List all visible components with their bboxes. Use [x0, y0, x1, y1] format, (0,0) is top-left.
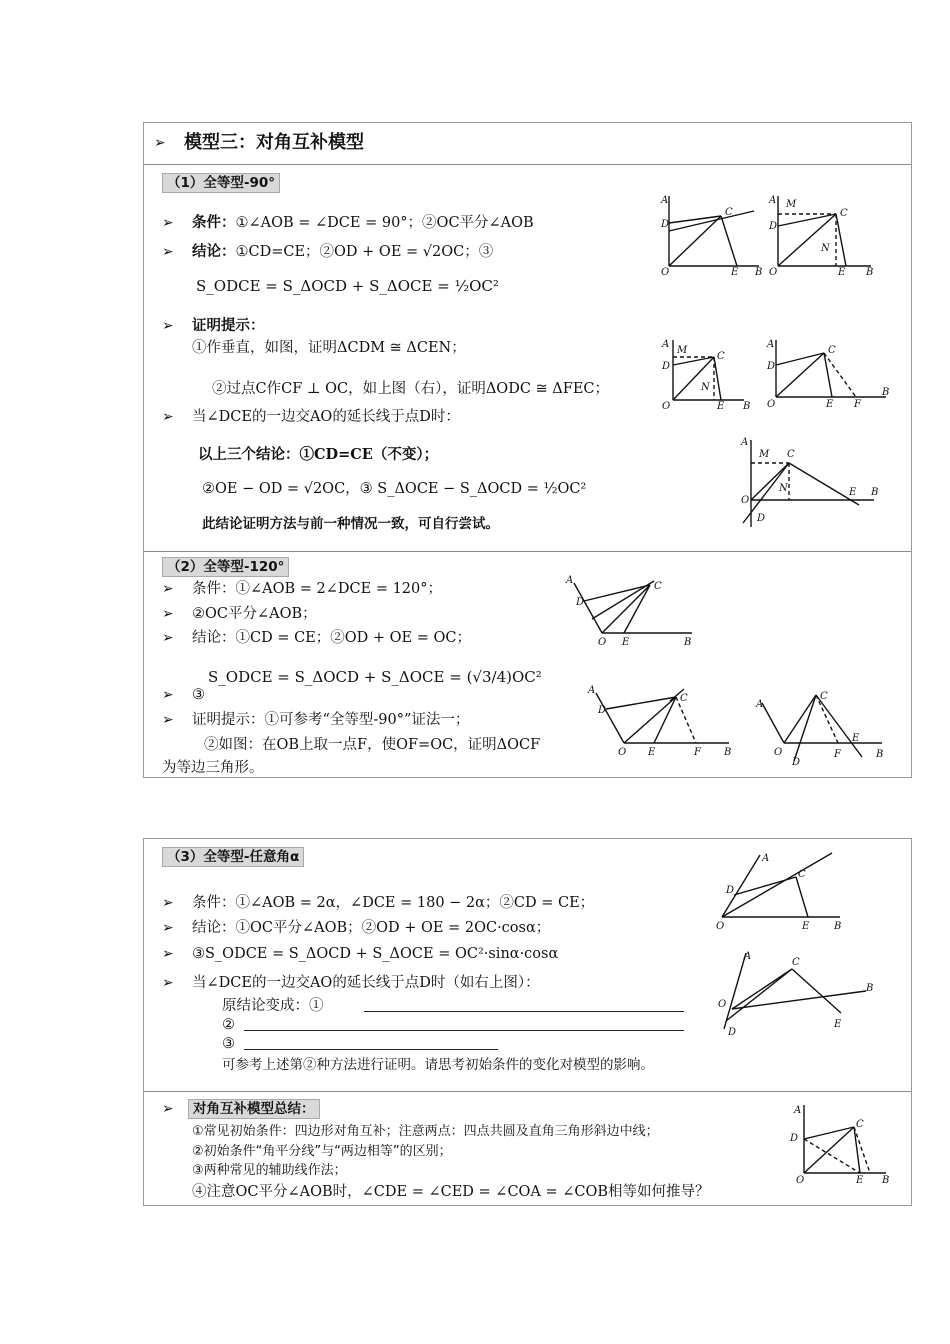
- bullet-arrow-icon: ➢: [162, 318, 174, 334]
- sub1-ext-conclusion: 以上三个结论：①CD=CE（不变）；: [198, 446, 439, 463]
- svg-text:B: B: [684, 637, 692, 648]
- sub1-extension: 当∠DCE的一边交AO的延长线于点D时：: [192, 409, 460, 425]
- svg-text:C: C: [856, 1119, 864, 1130]
- bullet-arrow-icon: ➢: [162, 215, 174, 231]
- svg-text:O: O: [767, 399, 776, 410]
- svg-text:D: D: [769, 221, 778, 232]
- figure-summary: [786, 1103, 891, 1185]
- figure-120-extended: [754, 685, 889, 768]
- sub1-proof-label: 证明提示：: [192, 318, 265, 334]
- sub1-ext-formula: ②OE − OD = √2OC，③ S_ΔOCE − S_ΔOCD = ½OC²: [202, 481, 587, 497]
- svg-text:E: E: [834, 1019, 842, 1030]
- svg-text:D: D: [661, 219, 670, 230]
- svg-text:B: B: [882, 387, 890, 398]
- svg-text:C: C: [820, 691, 828, 702]
- sub3-changed: 原结论变成：①: [222, 998, 324, 1014]
- figure-120-basic: [562, 575, 697, 655]
- svg-text:E: E: [838, 267, 846, 278]
- answer-blank: [244, 1049, 498, 1050]
- svg-text:A: A: [741, 437, 749, 448]
- sub3-extension: 当∠DCE的一边交AO的延长线于点D时（如右上图）：: [192, 975, 540, 991]
- svg-text:E: E: [826, 399, 834, 410]
- svg-text:B: B: [882, 1175, 890, 1186]
- sub2-item3: ③: [192, 687, 205, 703]
- svg-text:A: A: [794, 1105, 802, 1116]
- figure-90-basic: [659, 191, 769, 276]
- svg-text:N: N: [701, 382, 710, 393]
- svg-text:O: O: [769, 267, 778, 278]
- figure-90-cf: [764, 335, 894, 410]
- bullet-arrow-icon: ➢: [162, 975, 174, 991]
- svg-text:D: D: [790, 1133, 799, 1144]
- bullet-arrow-icon: ➢: [162, 946, 174, 962]
- answer-blank: [364, 1011, 684, 1012]
- sub2-proof1: 证明提示：①可参考“全等型-90°”证法一；: [192, 712, 470, 728]
- svg-text:B: B: [834, 921, 842, 932]
- svg-text:C: C: [680, 693, 688, 704]
- sub3-condition: 条件：①∠AOB = 2α，∠DCE = 180 − 2α；②CD = CE；: [192, 895, 595, 911]
- bullet-arrow-icon: ➢: [162, 630, 174, 646]
- sub2-condition: 条件：①∠AOB = 2∠DCE = 120°；: [192, 581, 443, 597]
- model-three-panel-continued: [143, 838, 912, 1206]
- sub2-header: （2）全等型-120°: [162, 557, 289, 577]
- svg-text:C: C: [840, 208, 848, 219]
- sub3-note: 可参考上述第②种方法进行证明。请思考初始条件的变化对模型的影响。: [222, 1057, 654, 1073]
- svg-text:A: A: [566, 575, 574, 586]
- summary-item1: ①常见初始条件：四边形对角互补；注意两点：四点共圆及直角三角形斜边中线；: [192, 1124, 659, 1139]
- sub1-area-formula: S_ODCE = S_ΔOCD + S_ΔOCE = ½OC²: [196, 277, 499, 295]
- sub1-header: （1）全等型-90°: [162, 173, 280, 193]
- svg-text:E: E: [717, 401, 725, 412]
- svg-text:F: F: [834, 749, 841, 760]
- sub1-proof1: ①作垂直，如图，证明ΔCDM ≅ ΔCEN；: [192, 340, 466, 356]
- bullet-arrow-icon: ➢: [162, 920, 174, 936]
- svg-text:E: E: [731, 267, 739, 278]
- svg-text:B: B: [755, 267, 763, 278]
- svg-text:O: O: [618, 747, 627, 758]
- svg-text:O: O: [716, 921, 725, 932]
- sub2-proof3: 为等边三角形。: [162, 760, 264, 776]
- sub3-area-formula: ③S_ODCE = S_ΔOCD + S_ΔOCE = OC²·sinα·cosα: [192, 946, 559, 962]
- svg-text:D: D: [792, 757, 801, 768]
- svg-text:E: E: [648, 747, 656, 758]
- sub1-ext-note: 此结论证明方法与前一种情况一致，可自行尝试。: [202, 516, 499, 532]
- svg-text:A: A: [769, 195, 777, 206]
- svg-text:B: B: [871, 487, 879, 498]
- bullet-arrow-icon: ➢: [162, 687, 174, 703]
- bullet-arrow-icon: ➢: [162, 581, 174, 597]
- svg-text:A: A: [756, 699, 764, 710]
- svg-text:A: A: [662, 339, 670, 350]
- model-three-panel: [143, 122, 912, 778]
- sub3-header: （3）全等型-任意角α: [162, 847, 304, 867]
- svg-text:O: O: [796, 1175, 805, 1186]
- svg-text:F: F: [694, 747, 701, 758]
- summary-item3: ③两种常见的辅助线作法；: [192, 1163, 347, 1178]
- svg-text:C: C: [828, 345, 836, 356]
- svg-text:A: A: [661, 195, 669, 206]
- summary-item4: ④注意OC平分∠AOB时，∠CDE = ∠CED = ∠COA = ∠COB相等如何推导？: [192, 1184, 710, 1200]
- svg-text:O: O: [661, 267, 670, 278]
- bullet-arrow-icon: ➢: [162, 712, 174, 728]
- svg-text:M: M: [677, 345, 688, 356]
- sub3-blank2-label: ②: [222, 1017, 235, 1033]
- svg-text:C: C: [725, 207, 733, 218]
- divider: [144, 164, 911, 165]
- bullet-arrow-icon: ➢: [162, 409, 174, 425]
- svg-text:A: A: [762, 853, 770, 864]
- svg-text:C: C: [792, 957, 800, 968]
- section-title: 模型三：对角互补模型: [184, 132, 364, 153]
- answer-blank: [244, 1030, 684, 1031]
- svg-text:M: M: [759, 449, 770, 460]
- sub2-conclusion: 结论：①CD = CE；②OD + OE = OC；: [192, 630, 471, 646]
- svg-text:A: A: [744, 951, 752, 962]
- svg-text:E: E: [856, 1175, 864, 1186]
- svg-text:D: D: [728, 1027, 737, 1038]
- svg-text:B: B: [743, 401, 751, 412]
- sub3-blank3-label: ③: [222, 1036, 235, 1052]
- svg-text:D: D: [576, 597, 585, 608]
- figure-90-perpendicular: [766, 191, 881, 276]
- svg-text:C: C: [798, 869, 806, 880]
- svg-text:N: N: [779, 483, 788, 494]
- svg-text:D: D: [662, 361, 671, 372]
- svg-text:O: O: [662, 401, 671, 412]
- svg-text:D: D: [726, 885, 735, 896]
- svg-text:B: B: [724, 747, 732, 758]
- svg-text:C: C: [654, 581, 662, 592]
- bullet-arrow-icon: ➢: [162, 244, 174, 260]
- svg-text:O: O: [741, 495, 750, 506]
- figure-90-mn: [659, 335, 754, 410]
- svg-text:O: O: [718, 999, 727, 1010]
- sub2-proof2: ②如图：在OB上取一点F，使OF=OC，证明ΔOCF: [204, 737, 541, 753]
- summary-item2: ②初始条件“角平分线”与“两边相等”的区别；: [192, 1144, 452, 1159]
- figure-alpha-extended: [716, 951, 876, 1041]
- sub1-conclusion: 结论：①CD=CE；②OD + OE = √2OC；③: [192, 244, 494, 260]
- sub2-condition2: ②OC平分∠AOB；: [192, 606, 317, 622]
- svg-text:M: M: [786, 199, 797, 210]
- bullet-arrow-icon: ➢: [162, 606, 174, 622]
- svg-text:C: C: [787, 449, 795, 460]
- svg-text:N: N: [821, 243, 830, 254]
- figure-alpha-basic: [716, 851, 871, 941]
- summary-header: 对角互补模型总结：: [188, 1099, 320, 1119]
- figure-90-extended: [739, 435, 884, 530]
- svg-text:O: O: [598, 637, 607, 648]
- svg-text:C: C: [717, 351, 725, 362]
- svg-text:B: B: [876, 749, 884, 760]
- sub3-conclusion: 结论：①OC平分∠AOB；②OD + OE = 2OC·cosα；: [192, 920, 551, 936]
- divider: [144, 551, 911, 552]
- svg-text:O: O: [774, 747, 783, 758]
- sub1-proof2: ②过点C作CF ⊥ OC，如上图（右），证明ΔODC ≅ ΔFEC；: [212, 381, 609, 397]
- bullet-arrow-icon: ➢: [162, 895, 174, 911]
- sub2-area-formula: S_ODCE = S_ΔOCD + S_ΔOCE = (√3/4)OC²: [208, 668, 542, 686]
- svg-text:D: D: [598, 705, 607, 716]
- svg-text:A: A: [767, 339, 775, 350]
- svg-text:E: E: [852, 733, 860, 744]
- divider: [144, 1091, 911, 1092]
- svg-text:D: D: [767, 361, 776, 372]
- svg-text:F: F: [854, 399, 861, 410]
- svg-text:A: A: [588, 685, 596, 696]
- bullet-arrow-icon: ➢: [162, 1101, 174, 1117]
- svg-text:B: B: [866, 267, 874, 278]
- svg-text:B: B: [866, 983, 874, 994]
- svg-text:E: E: [849, 487, 857, 498]
- figure-120-of: [584, 685, 734, 760]
- svg-text:D: D: [757, 513, 766, 524]
- svg-text:E: E: [622, 637, 630, 648]
- svg-text:E: E: [802, 921, 810, 932]
- sub1-condition: 条件：①∠AOB = ∠DCE = 90°；②OC平分∠AOB: [192, 215, 534, 231]
- title-arrow-icon: ➢: [154, 135, 166, 151]
